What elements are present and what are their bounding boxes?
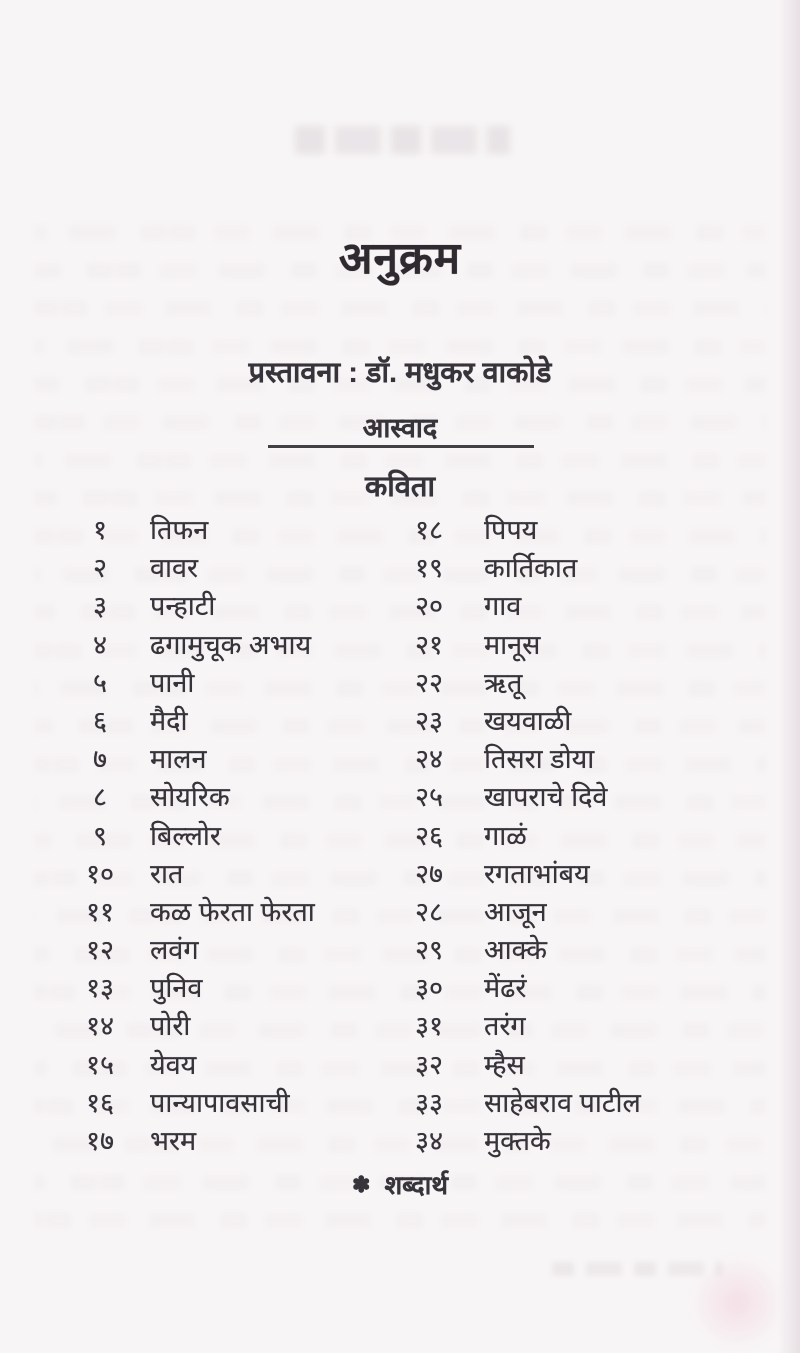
toc-entry-number: २७ [414, 858, 444, 889]
toc-entry-number: १२ [85, 935, 115, 966]
toc-entry-title: पोरी [150, 1011, 191, 1042]
toc-entry [81, 1051, 391, 1089]
toc-entry [81, 554, 391, 592]
scan-edge-shadow [778, 0, 800, 1353]
toc-entry-number: ८ [92, 782, 108, 813]
toc-entry [81, 974, 391, 1012]
toc-entry-title: येवय [150, 1049, 197, 1080]
page-title: अनुक्रम [338, 234, 462, 283]
toc-entry-number: १८ [414, 515, 444, 545]
toc-entry-number: २९ [414, 935, 444, 966]
toc-entry-number: ६ [92, 705, 108, 736]
footer-note [0, 1166, 800, 1202]
toc-entry [81, 1012, 391, 1050]
toc-entry [81, 669, 391, 707]
toc-entry-number: ९ [92, 820, 108, 851]
toc-entry [410, 822, 740, 860]
heading-underline [268, 445, 534, 448]
toc-entry-title: गाव [484, 591, 522, 622]
toc-entry-number: २३ [414, 705, 444, 736]
toc-entry-title: तरंग [484, 1011, 526, 1042]
toc-entry [81, 745, 391, 783]
subsection-heading: कविता [365, 471, 435, 503]
bleed-through-footer [552, 1262, 722, 1276]
toc-entry-title: आजून [484, 896, 547, 927]
toc-entry [410, 936, 740, 974]
toc-entry-title: ऋतू [484, 667, 523, 698]
toc-entry [81, 1127, 391, 1165]
toc-entry [81, 1089, 391, 1127]
toc-entry-title: सोयरिक [150, 782, 230, 813]
toc-entry-title: मैदी [150, 705, 188, 736]
toc-entry-title: पुनिव [150, 973, 203, 1004]
toc-entry-number: २४ [414, 744, 444, 775]
toc-entry-title: बिल्लोर [150, 820, 221, 851]
toc-entry-title: तिफन [150, 515, 209, 545]
toc-entry-title: ढगामुचूक अभाय [150, 629, 312, 660]
toc-entry-number: १७ [85, 1126, 115, 1156]
toc-entry [410, 516, 740, 554]
bleed-through-line [34, 1213, 766, 1228]
toc-entry-title: वावर [150, 553, 199, 584]
toc-entry [81, 783, 391, 821]
toc-entry-title: रगताभांबय [484, 858, 590, 889]
toc-entry [81, 860, 391, 898]
toc-left-column [81, 516, 391, 1165]
toc-entry-title: खापराचे दिवे [484, 782, 608, 813]
toc-entry [410, 974, 740, 1012]
toc-entry [81, 822, 391, 860]
toc-entry-number: १९ [414, 553, 444, 584]
toc-entry-title: आक्के [484, 935, 548, 966]
toc-entry-title: रात [150, 858, 184, 889]
toc-entry-title: मेंढरं [484, 973, 527, 1004]
toc-entry [410, 1051, 740, 1089]
toc-entry-title: खयवाळी [484, 705, 572, 736]
toc-entry-title: तिसरा डोया [484, 744, 595, 775]
toc-entry-number: ३ [92, 591, 108, 622]
toc-entry-number: ४ [92, 629, 108, 660]
toc-entry-number: २० [414, 591, 444, 622]
toc-entry-number: २२ [414, 667, 444, 698]
toc-entry-title: पानी [150, 667, 195, 698]
toc-entry-title: भरम [150, 1126, 197, 1156]
toc-right-column [410, 516, 740, 1165]
toc-entry [410, 669, 740, 707]
toc-entry [410, 898, 740, 936]
toc-entry-number: २६ [414, 820, 444, 851]
toc-entry-number: ३२ [414, 1049, 444, 1080]
toc-entry-number: ३१ [414, 1011, 444, 1042]
toc-entry-title: पान्यापावसाची [150, 1087, 290, 1118]
toc-entry-title: मालन [150, 744, 207, 775]
toc-entry [410, 1012, 740, 1050]
toc-entry [410, 1089, 740, 1127]
preface-line: प्रस्तावना : डॉ. मधुकर वाकोडे [248, 357, 552, 389]
toc-entry-number: २ [92, 553, 108, 584]
toc-entry-number: ३० [414, 973, 444, 1004]
toc-entry-number: ११ [85, 896, 115, 927]
toc-entry-number: १५ [85, 1049, 115, 1080]
toc-entry-number: ३४ [414, 1126, 444, 1156]
toc-entry [410, 707, 740, 745]
footer-label: शब्दार्थ [384, 1170, 448, 1200]
toc-entry [410, 554, 740, 592]
scan-smudge [690, 1255, 785, 1350]
toc-entry-number: ३३ [414, 1087, 444, 1118]
toc-entry [81, 516, 391, 554]
toc-entry-number: ७ [92, 744, 108, 775]
toc-entry-number: १ [92, 515, 108, 545]
section-heading: आस्वाद [362, 413, 438, 443]
toc-entry [410, 631, 740, 669]
toc-entry-number: २८ [414, 896, 444, 927]
toc-entry-title: कळ फेरता फेरता [150, 896, 315, 927]
toc-entry-title: मानूस [484, 629, 541, 660]
toc-entry-title: पन्हाटी [150, 591, 216, 622]
bleed-through-title [295, 126, 510, 154]
toc-entry [81, 707, 391, 745]
toc-entry [81, 898, 391, 936]
toc-entry [81, 631, 391, 669]
toc-entry-title: पिपय [484, 515, 538, 545]
toc-entry-title: मुक्तके [484, 1126, 551, 1156]
toc-entry [410, 783, 740, 821]
toc-entry-number: १० [85, 858, 115, 889]
toc-entry-number: ५ [92, 667, 108, 698]
toc-entry [410, 1127, 740, 1165]
toc-entry [410, 860, 740, 898]
toc-entry [81, 592, 391, 630]
toc-entry [410, 745, 740, 783]
toc-entry-title: म्हैस [484, 1049, 525, 1080]
toc-entry [410, 592, 740, 630]
toc-entry-title: कार्तिकात [484, 553, 578, 584]
toc-entry-number: २१ [414, 629, 444, 660]
bleed-through-line [34, 301, 766, 316]
toc-entry [81, 936, 391, 974]
toc-entry-number: १३ [85, 973, 115, 1004]
toc-entry-title: साहेबराव पाटील [484, 1087, 641, 1118]
toc-entry-title: लवंग [150, 935, 199, 966]
asterisk-icon: ✽ [352, 1172, 371, 1197]
toc-entry-number: २५ [414, 782, 444, 813]
toc-entry-title: गाळं [484, 820, 527, 851]
toc-entry-number: १६ [85, 1087, 115, 1118]
toc-entry-number: १४ [85, 1011, 115, 1042]
